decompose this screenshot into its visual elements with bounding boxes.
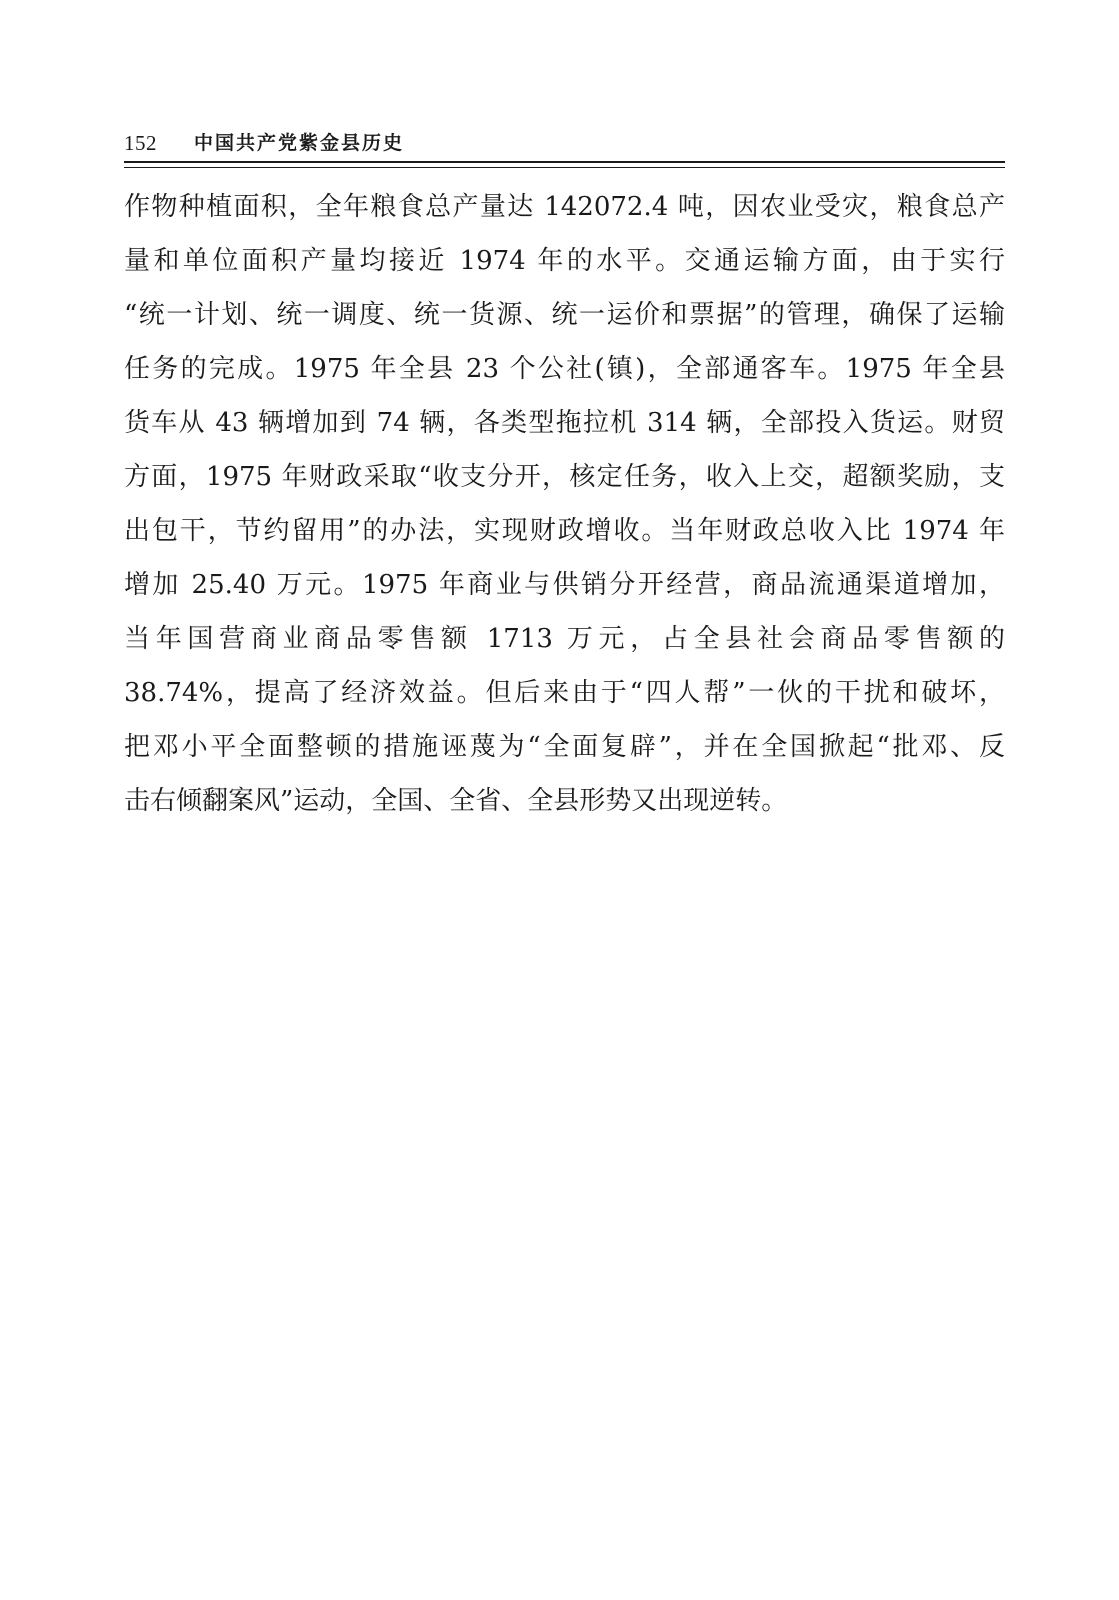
text-line: 量和单位面积产量均接近 1974 年的水平。交通运输方面，由于实行 xyxy=(124,246,1005,276)
header-rule-thin xyxy=(124,167,1005,168)
text-line: 38.74%，提高了经济效益。但后来由于“四人帮”一伙的干扰和破坏， xyxy=(124,678,1005,708)
text-line: 当年国营商业商品零售额 1713 万元，占全县社会商品零售额的 xyxy=(124,624,1005,654)
text-line: 增加 25.40 万元。1975 年商业与供销分开经营，商品流通渠道增加， xyxy=(124,570,1005,600)
text-line: 击右倾翻案风”运动，全国、全省、全县形势又出现逆转。 xyxy=(124,786,788,816)
text-line: 货车从 43 辆增加到 74 辆，各类型拖拉机 314 辆，全部投入货运。财贸 xyxy=(124,408,1005,438)
header-rule-thick xyxy=(124,161,1005,163)
text-line: 出包干，节约留用”的办法，实现财政增收。当年财政总收入比 1974 年 xyxy=(124,516,1005,546)
text-line: “统一计划、统一调度、统一货源、统一运价和票据”的管理，确保了运输 xyxy=(124,300,1005,330)
text-line: 把邓小平全面整顿的措施诬蔑为“全面复辟”，并在全国掀起“批邓、反 xyxy=(124,732,1005,762)
text-line: 作物种植面积，全年粮食总产量达 142072.4 吨，因农业受灾，粮食总产 xyxy=(124,192,1005,222)
page-header xyxy=(124,128,1005,160)
page-number: 152 xyxy=(124,131,157,155)
body-paragraph xyxy=(124,180,1005,828)
running-title: 中国共产党紫金县历史 xyxy=(194,132,405,154)
text-line: 方面，1975 年财政采取“收支分开，核定任务，收入上交，超额奖励，支 xyxy=(124,462,1005,492)
text-line: 任务的完成。1975 年全县 23 个公社(镇)，全部通客车。1975 年全县 xyxy=(124,354,1005,384)
